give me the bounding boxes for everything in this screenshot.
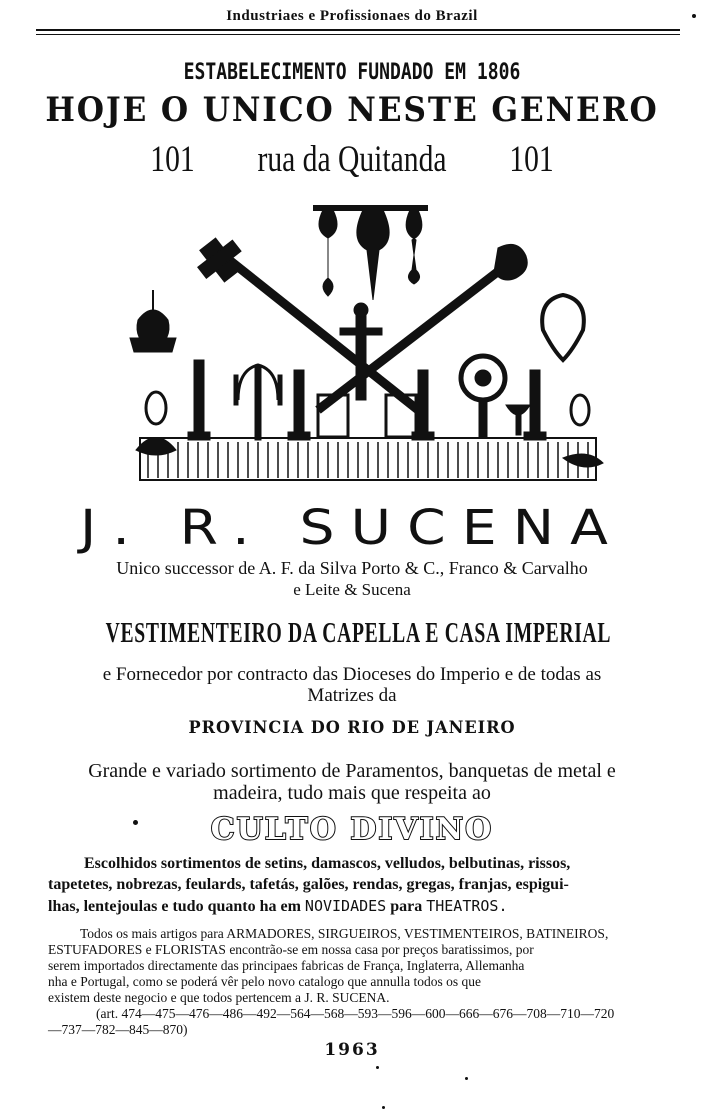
- fabrics-line-3-text: lhas, lentejoulas e tudo quanto ha em: [48, 898, 305, 915]
- notice-line-3: serem importados directamente das principaes fabricas de França, Inglaterra, Allemanha: [48, 958, 525, 973]
- running-header: Industriaes e Profissionaes do Brazil: [226, 8, 478, 24]
- ink-speck: [465, 1077, 468, 1080]
- notice-line-5: existem deste negocio e que todos pertencem a J. R. SUCENA.: [48, 990, 390, 1005]
- article-list-line-1: (art. 474—475—476—486—492—564—568—593—596—600—666—676—708—710—720: [96, 1006, 615, 1021]
- fabrics-line-2: tapetetes, nobrezas, feulards, tafetás, galões, rendas, gregas, franjas, espigui-: [48, 876, 569, 893]
- fabrics-line-3-para: para: [386, 898, 427, 915]
- address-number-right: 101: [509, 139, 554, 180]
- address-number-left: 101: [150, 139, 195, 180]
- ink-speck: [382, 1106, 385, 1109]
- successor-line-2: e Leite & Sucena: [293, 580, 411, 599]
- successor-line-1: Unico successor de A. F. da Silva Porto & C., Franco & Carvalho: [116, 558, 588, 578]
- notice-line-2: ESTUFADORES e FLORISTAS encontrão-se em nossa casa por preços baratissimos, por: [48, 942, 534, 957]
- header-rule-thin: [36, 34, 680, 35]
- notice-line-4: nha e Portugal, como se poderá vêr pelo novo catalogo que annulla todos os que: [48, 974, 482, 989]
- ink-speck: [692, 14, 696, 18]
- province-line: PROVINCIA DO RIO DE JANEIRO: [188, 718, 516, 738]
- fabrics-line-1: Escolhidos sortimentos de setins, damascos, velludos, belbutinas, rissos,: [84, 855, 571, 872]
- theatros-word: THEATROS.: [426, 897, 508, 915]
- article-list-line-2: —737—782—845—870): [48, 1022, 188, 1037]
- tagline: HOJE O UNICO NESTE GENERO: [45, 90, 659, 130]
- address-street: rua da Quitanda: [257, 139, 447, 180]
- page-number: 1963: [324, 1040, 380, 1060]
- ink-speck: [376, 1066, 379, 1069]
- address-line: [70, 138, 633, 181]
- imperial-title: VESTIMENTEIRO DA CAPELLA E CASA IMPERIAL: [105, 618, 612, 649]
- assortment-line-1: Grande e variado sortimento de Paramentos, banquetas de metal e: [88, 760, 616, 782]
- assortment-line-2: madeira, tudo mais que respeita ao: [213, 782, 491, 804]
- cult-heading: CULTO DIVINO: [210, 812, 494, 847]
- novidades-word: NOVIDADES: [304, 897, 387, 915]
- fabrics-line-3: [48, 897, 507, 916]
- header-rule-thick: [36, 29, 680, 31]
- supplier-line-1: e Fornecedor por contracto das Dioceses do Imperio e de todas as: [102, 664, 602, 685]
- supplier-line-2: Matrizes da: [307, 685, 397, 706]
- notice-line-1: Todos os mais artigos para ARMADORES, SIRGUEIROS, VESTIMENTEIROS, BATINEIROS,: [80, 926, 609, 941]
- firm-name: J. R. SUCENA: [80, 500, 624, 556]
- established-line: ESTABELECIMENTO FUNDADO EM 1806: [183, 60, 521, 85]
- ink-speck: [133, 820, 138, 825]
- liturgical-objects-illustration: [118, 200, 608, 492]
